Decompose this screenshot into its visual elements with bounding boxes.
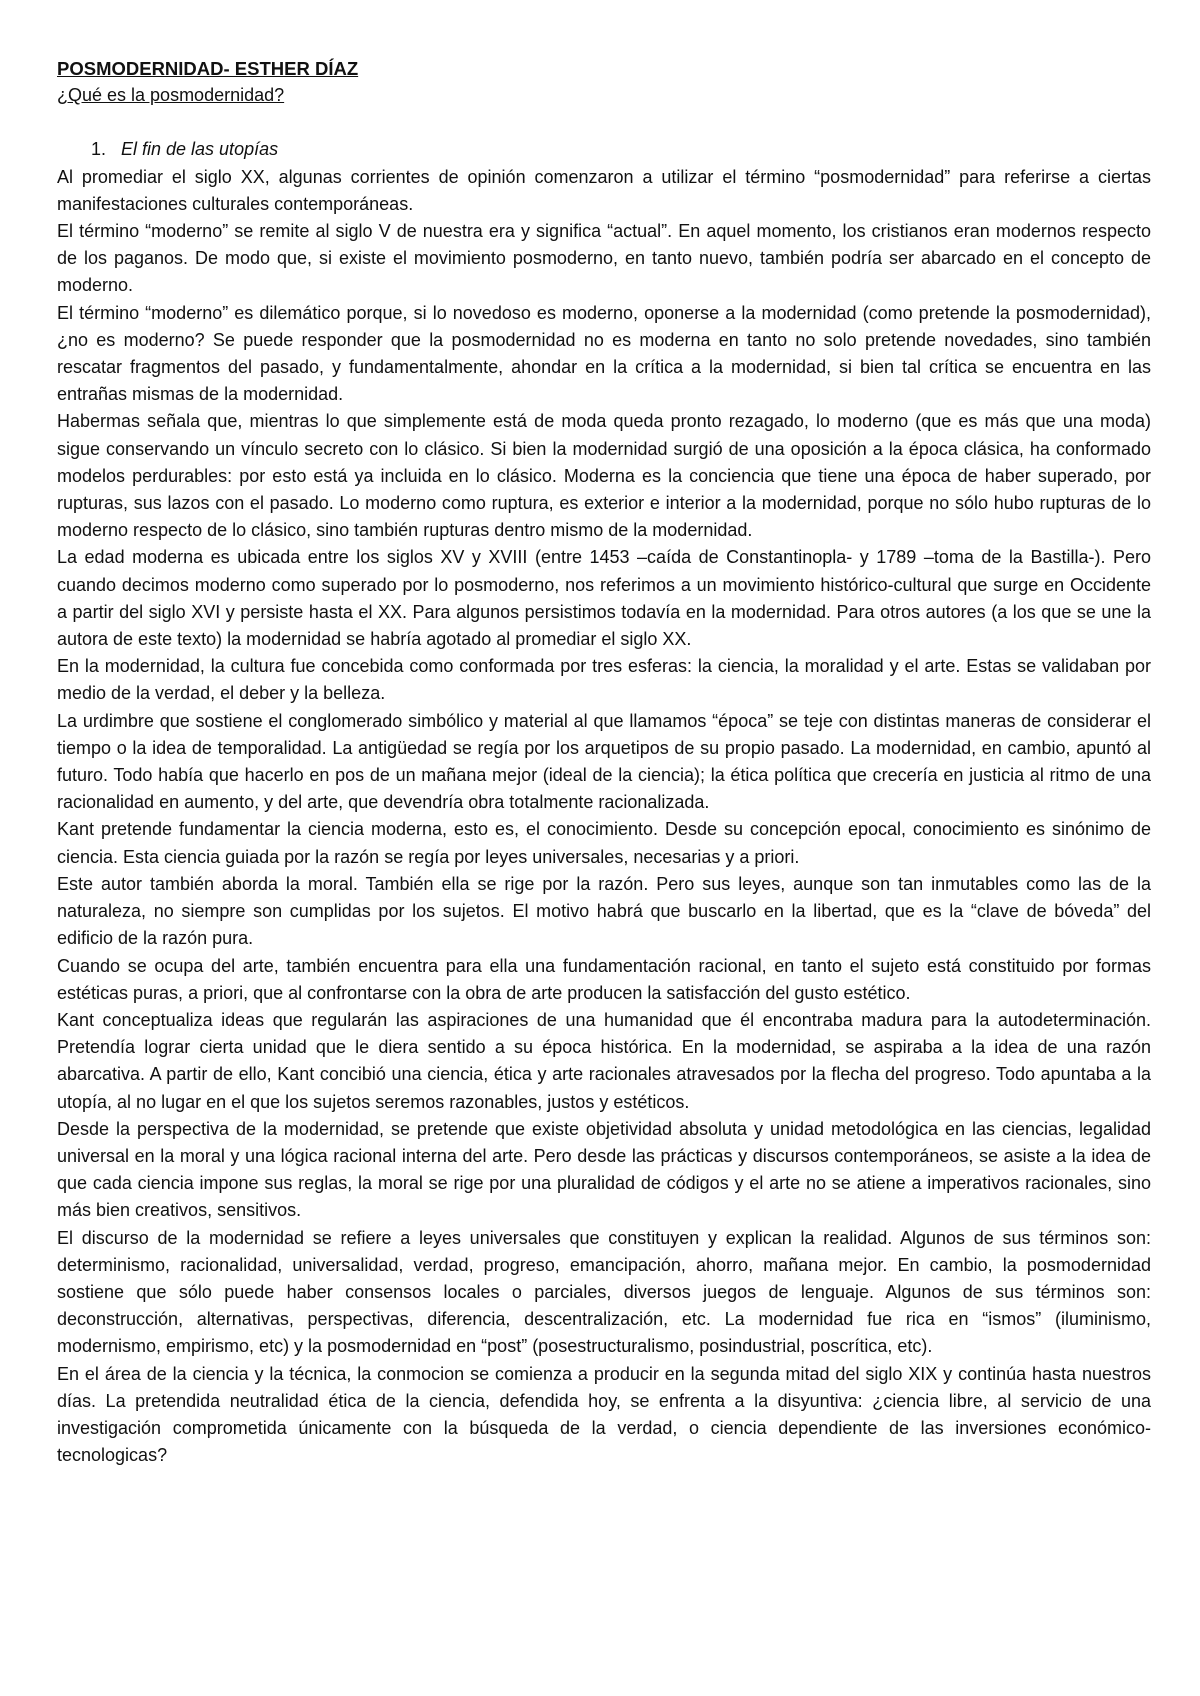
paragraph: El término “moderno” es dilemático porque, si lo novedoso es moderno, oponerse a la modernidad (como pretende la posmodernidad), ¿no es moderno? Se puede responder que la posmodernidad no es moderna en tanto no solo pretende novedades, sino también rescatar fragmentos del pasado, y fundamentalmente, ahondar en la crítica a la modernidad, si bien tal crítica se encuentra en las entrañas mismas de la modernidad. [57,302,1151,405]
paragraph: El término “moderno” se remite al siglo V de nuestra era y significa “actual”. En aquel momento, los cristianos eran modernos respecto de los paganos. De modo que, si existe el movimiento posmoderno, en tanto nuevo, también podría ser abarcado en el concepto de moderno. [57,221,1151,296]
paragraph: Al promediar el siglo XX, algunas corrientes de opinión comenzaron a utilizar el término “posmodernidad” para referirse a ciertas manifestaciones culturales contemporáneas. [57,166,1151,214]
paragraph: La edad moderna es ubicada entre los siglos XV y XVIII (entre 1453 –caída de Constantinopla- y 1789 –toma de la Bastilla-). Pero cuando decimos moderno como superado por lo posmoderno, nos referimos a un movimiento histórico-cultural que surge en Occidente a partir del siglo XVI y persiste hasta el XX. Para algunos persistimos todavía en la modernidad. Para otros autores (a los que se une la autora de este texto) la modernidad se habría agotado al promediar el siglo XX. [57,547,1151,650]
section-heading-text: El fin de las utopías [121,139,279,160]
paragraph: Kant conceptualiza ideas que regularán las aspiraciones de una humanidad que él encontraba madura para la autodeterminación. Pretendía lograr cierta unidad que le diera sentido a su época histórica. En la modernidad, se aspiraba a la idea de una razón abarcativa. A partir de ello, Kant concibió una ciencia, ética y arte racionales atravesados por la flecha del progreso. Todo apuntaba a la utopía, al no lugar en el que los sujetos seremos razonables, justos y estéticos. [57,1009,1151,1112]
document-page [57,55,1151,1469]
paragraph: En el área de la ciencia y la técnica, la conmocion se comienza a producir en la segunda mitad del siglo XIX y continúa hasta nuestros días. La pretendida neutralidad ética de la ciencia, defendida hoy, se enfrenta a la disyuntiva: ¿ciencia libre, al servicio de una investigación comprometida únicamente con la búsqueda de la verdad, o ciencia dependiente de las inversiones económico-tecnologicas? [57,1363,1151,1466]
document-title: POSMODERNIDAD- ESTHER DÍAZ [57,58,359,79]
paragraph: La urdimbre que sostiene el conglomerado simbólico y material al que llamamos “época” se teje con distintas maneras de considerar el tiempo o la idea de temporalidad. La antigüedad se regía por los arquetipos de su propio pasado. La modernidad, en cambio, apuntó al futuro. Todo había que hacerlo en pos de un mañana mejor (ideal de la ciencia); la ética política que crecería en justicia al ritmo de una racionalidad en aumento, y del arte, que devendría obra totalmente racionalizada. [57,710,1151,813]
paragraph: Este autor también aborda la moral. También ella se rige por la razón. Pero sus leyes, aunque son tan inmutables como las de la naturaleza, no siempre son cumplidas por los sujetos. El motivo habrá que buscarlo en la libertad, que es la “clave de bóveda” del edificio de la razón pura. [57,873,1151,949]
paragraph: En la modernidad, la cultura fue concebida como conformada por tres esferas: la ciencia, la moralidad y el arte. Estas se validaban por medio de la verdad, el deber y la belleza. [57,656,1151,704]
paragraph: Desde la perspectiva de la modernidad, se pretende que existe objetividad absoluta y unidad metodológica en las ciencias, legalidad universal en la moral y una lógica racional interna del arte. Pero desde las prácticas y discursos contemporáneos, se asiste a la idea de que cada ciencia impone sus reglas, la moral se rige por una pluralidad de códigos y el arte no se atiene a imperativos racionales, sino más bien creativos, sensitivos. [57,1118,1151,1221]
document-subtitle: ¿Qué es la posmodernidad? [57,85,285,106]
paragraph: Habermas señala que, mientras lo que simplemente está de moda queda pronto rezagado, lo moderno (que es más que una moda) sigue conservando un vínculo secreto con lo clásico. Si bien la modernidad surgió de una oposición a la época clásica, ha conformado modelos perdurables: por esto está ya incluida en lo clásico. Moderna es la conciencia que tiene una época de haber superado, por rupturas, sus lazos con el pasado. Lo moderno como ruptura, es exterior e interior a la modernidad, porque no sólo hubo rupturas de lo moderno respecto de lo clásico, sino también rupturas dentro mismo de la modernidad. [57,411,1151,541]
paragraph: Kant pretende fundamentar la ciencia moderna, esto es, el conocimiento. Desde su concepción epocal, conocimiento es sinónimo de ciencia. Esta ciencia guiada por la razón se regía por leyes universales, necesarias y a priori. [57,819,1151,867]
section-number: 1. [91,139,107,160]
paragraph: El discurso de la modernidad se refiere a leyes universales que constituyen y explican la realidad. Algunos de sus términos son: determinismo, racionalidad, universalidad, verdad, progreso, emancipación, ahorro, mañana mejor. En cambio, la posmodernidad sostiene que sólo puede haber consensos locales o parciales, diversos juegos de lenguaje. Algunos de sus términos son: deconstrucción, alternativas, perspectivas, diferencia, descentralización, etc. La modernidad fue rica en “ismos” (iluminismo, modernismo, empirismo, etc) y la posmodernidad en “post” (posestructuralismo, posindustrial, poscrítica, etc). [57,1227,1151,1357]
paragraph: Cuando se ocupa del arte, también encuentra para ella una fundamentación racional, en tanto el sujeto está constituido por formas estéticas puras, a priori, que al confrontarse con la obra de arte producen la satisfacción del gusto estético. [57,955,1151,1003]
section-heading [57,136,1151,163]
